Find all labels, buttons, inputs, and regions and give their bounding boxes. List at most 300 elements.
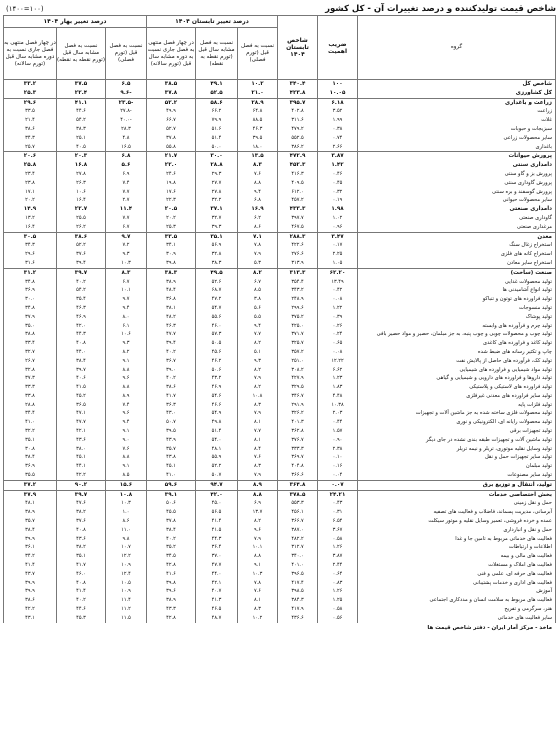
table-row	[3, 125, 555, 134]
row-index: ۴۰۴.۸	[278, 462, 318, 471]
row-summer-quarterly: ۸.۲	[238, 383, 278, 392]
row-spring-quarterly: ۷.۴	[105, 179, 146, 188]
row-weight: ۰.۴۴	[318, 418, 358, 427]
row-summer-quarterly: ۸.۲	[238, 517, 278, 526]
row-spring-point: ۴۴.۰	[56, 348, 105, 357]
row-spring-annual: ۲۱.۴	[3, 116, 56, 125]
row-weight: ۶۲.۲۰	[318, 268, 358, 277]
row-weight: ۰.۴۶	[318, 170, 358, 179]
row-summer-point: ۳۲.۷	[196, 214, 238, 223]
row-group-name: زراعت	[358, 107, 556, 116]
row-spring-quarterly: ۱۰.۱	[105, 286, 146, 295]
row-index: ۳۴۰.۰	[278, 552, 318, 561]
row-spring-point: ۴۱.۴	[56, 587, 105, 596]
row-spring-annual: ۳۲.۲	[3, 427, 56, 436]
row-summer-point: ۶۶.۲	[196, 107, 238, 116]
row-spring-annual: ۳۲.۷	[3, 348, 56, 357]
row-summer-quarterly: ۷.۸	[238, 241, 278, 250]
row-summer-quarterly: ۷.۶	[238, 587, 278, 596]
row-spring-point: ۲۷.۸	[56, 170, 105, 179]
table-row	[3, 232, 555, 241]
row-spring-quarterly: ۶.۵	[105, 80, 146, 89]
row-group-name: تولید داروها و فراورده های دارویی و شیمیایی و گیاهی	[358, 374, 556, 383]
row-spring-quarterly: ۹.۴	[105, 304, 146, 313]
row-spring-point: ۱۶.۴	[56, 196, 105, 205]
row-summer-point: ۵۲.۶	[196, 278, 238, 287]
table-row	[3, 330, 555, 339]
row-summer-point: ۵۴.۰	[196, 436, 238, 445]
table-row	[3, 543, 555, 552]
col-header-summer-change: درصد تغییر تابستان ۱۴۰۴	[146, 16, 277, 28]
row-summer-annual: ۴۳.۳	[146, 605, 195, 614]
row-summer-annual: ۳۹.۵	[146, 427, 195, 436]
row-weight: ۰.۶۴	[318, 570, 358, 579]
row-summer-annual: ۴۰.۲	[146, 374, 195, 383]
row-spring-annual: ۳۵.۵	[3, 471, 56, 480]
row-index: ۳۹۷.۷	[278, 214, 318, 223]
row-summer-annual: ۳۸.۳	[146, 268, 195, 277]
row-summer-quarterly: ۶.۸	[238, 196, 278, 205]
table-body	[3, 80, 555, 623]
row-index: ۶۱۲.۰	[278, 188, 318, 197]
table-row	[3, 471, 555, 480]
row-summer-point: ۳۲.۲	[196, 196, 238, 205]
row-spring-quarterly: ۱۱.۵	[105, 614, 146, 623]
row-summer-quarterly: ۸۸.۵	[238, 116, 278, 125]
table-row	[3, 80, 555, 89]
row-weight: ۶.۶۲	[318, 366, 358, 375]
ppi-table	[3, 15, 556, 623]
row-weight: ۰.۶۵	[318, 339, 358, 348]
row-summer-annual: ۳۸.۶	[146, 383, 195, 392]
row-spring-annual: ۱۷.۱	[3, 188, 56, 197]
row-summer-quarterly: ۸.۵	[238, 286, 278, 295]
row-weight: ۰.۵۸	[318, 535, 358, 544]
row-spring-annual: ۳۸.۹	[3, 508, 56, 517]
row-summer-annual: ۴۸.۴	[146, 286, 195, 295]
table-row	[3, 480, 555, 490]
row-summer-annual: ۵۰.۶	[146, 499, 195, 508]
row-weight: ۱.۴۲	[318, 161, 358, 170]
row-weight: ۱۰.۳۸	[318, 401, 358, 410]
row-index: ۳۷۸.۵	[278, 490, 318, 499]
row-spring-quarterly: ۲.۷	[105, 196, 146, 205]
table-row	[3, 143, 555, 152]
table-row	[3, 374, 555, 383]
row-spring-quarterly: ۷.۷	[105, 214, 146, 223]
table-row	[3, 116, 555, 125]
row-summer-annual: ۴۳.۹	[146, 436, 195, 445]
row-summer-quarterly: ۳۹.۵	[238, 134, 278, 143]
base-year-note: (۱۴۰۰=۱۰۰)	[6, 5, 44, 13]
row-spring-point: ۴۱.۱	[56, 98, 105, 107]
row-index: ۴۱۶.۳	[278, 170, 318, 179]
row-summer-quarterly: ۱۸.۰	[238, 143, 278, 152]
row-summer-point: ۴۰.۷	[196, 587, 238, 596]
row-summer-annual: ۴۹.۹	[146, 107, 195, 116]
row-summer-quarterly: ۱۶.۹	[238, 205, 278, 214]
row-weight: ۰.۳۲	[318, 188, 358, 197]
row-spring-annual: ۲۵.۷	[3, 143, 56, 152]
row-index: ۳۶۶.۶	[278, 471, 318, 480]
row-summer-point: ۴۶.۲	[196, 357, 238, 366]
table-row	[3, 614, 555, 623]
row-summer-annual: ۳۵.۲	[146, 543, 195, 552]
row-weight: ۱.۰۵	[318, 259, 358, 268]
row-spring-point: ۴۷.۶	[56, 499, 105, 508]
row-weight: ۱.۲۲	[318, 304, 358, 313]
row-weight: ۰.۰۷	[318, 480, 358, 490]
row-weight: ۶.۵۴	[318, 517, 358, 526]
row-spring-point: ۹۰.۲	[56, 480, 105, 490]
row-spring-quarterly: ۱۶.۵	[105, 143, 146, 152]
row-summer-quarterly: ۷.۸	[238, 579, 278, 588]
row-spring-point: ۳۹.۷	[56, 490, 105, 499]
row-spring-quarterly: ۱۰.۹	[105, 587, 146, 596]
row-weight: ۰.۳۸	[318, 125, 358, 134]
row-summer-annual: ۴۳.۸	[146, 453, 195, 462]
row-summer-quarterly: ۱۰.۳	[238, 570, 278, 579]
row-group-name: تولید کک، فرآورده های حاصل از پالایش نفت	[358, 357, 556, 366]
row-summer-quarterly: ۸.۸	[238, 179, 278, 188]
row-spring-point: ۵۲.۲	[56, 241, 105, 250]
row-index: ۳۹۸.۵	[278, 587, 318, 596]
row-summer-point: ۴۱.۳	[196, 596, 238, 605]
row-weight: ۳.۵۲	[318, 107, 358, 116]
row-spring-quarterly: -۲۷.۸	[105, 107, 146, 116]
row-summer-point: ۹۴.۷	[196, 480, 238, 490]
row-group-name: پرورش بز و گاو سنتی	[358, 170, 556, 179]
row-summer-quarterly: ۸.۳	[238, 401, 278, 410]
row-spring-annual: ۳۹.۹	[3, 579, 56, 588]
row-index: ۴۵۶.۱	[278, 508, 318, 517]
row-spring-quarterly: ۸.۸	[105, 383, 146, 392]
row-weight: ۰.۵۸	[318, 605, 358, 614]
table-row	[3, 107, 555, 116]
row-spring-annual: ۳۵.۰	[3, 322, 56, 331]
row-summer-annual: ۴۸.۲	[146, 313, 195, 322]
row-summer-annual: ۳۸.۵	[146, 80, 195, 89]
row-weight: ۳.۸۷	[318, 552, 358, 561]
row-summer-point: ۴۵.۶	[196, 348, 238, 357]
row-spring-point: ۴۰.۲	[56, 596, 105, 605]
row-spring-quarterly: ۸.۹	[105, 392, 146, 401]
table-row	[3, 453, 555, 462]
row-weight: ۱۲.۲۲	[318, 357, 358, 366]
row-index: ۳۶۶.۷	[278, 517, 318, 526]
row-summer-annual: ۳۷.۸	[146, 89, 195, 98]
row-spring-point: ۴۲.۲	[56, 471, 105, 480]
row-summer-point: ۳۸.۳	[196, 259, 238, 268]
row-summer-point: ۵۰.۷	[196, 471, 238, 480]
row-summer-annual: ۳۷.۸	[146, 134, 195, 143]
table-row	[3, 587, 555, 596]
row-index: ۳۵۴.۴	[278, 278, 318, 287]
row-weight: ۲.۰۳	[318, 409, 358, 418]
row-index: ۴۰۹.۵	[278, 179, 318, 188]
row-group-name: تولید فلزات پایه	[358, 401, 556, 410]
row-group-name: آبرسانی، مدیریت پسماند، فاضلاب و فعالیت های تصفیه	[358, 508, 556, 517]
col-header-spring-change: درصد تغییر بهار ۱۴۰۴	[3, 16, 146, 28]
row-group-name: سایر محصولات حیوانی	[358, 196, 556, 205]
row-summer-quarterly: ۸.۳	[238, 462, 278, 471]
row-summer-point: ۵۶.۵	[196, 508, 238, 517]
row-spring-quarterly: ۹.۴	[105, 418, 146, 427]
row-weight: ۳.۴۷	[318, 232, 358, 241]
row-summer-point: ۴۴.۰	[196, 570, 238, 579]
row-summer-point: ۵۱.۴	[196, 134, 238, 143]
table-row	[3, 241, 555, 250]
row-summer-annual: ۳۹.۱	[146, 490, 195, 499]
table-row	[3, 517, 555, 526]
row-spring-point: ۴۷.۷	[56, 418, 105, 427]
row-summer-point: ۳۷.۱	[196, 205, 238, 214]
row-summer-annual: ۳۸.۱	[146, 304, 195, 313]
row-weight: ۲.۳۸	[318, 445, 358, 454]
row-weight: ۰.۹۶	[318, 223, 358, 232]
row-summer-annual: ۳۹.۸	[146, 579, 195, 588]
row-summer-quarterly: ۲۸.۹	[238, 98, 278, 107]
row-summer-annual: ۳۸.۹	[146, 596, 195, 605]
row-weight: ۱.۲۶	[318, 543, 358, 552]
row-spring-annual: ۱۳.۲	[3, 214, 56, 223]
row-spring-annual: ۳۸.۸	[3, 330, 56, 339]
row-summer-point: ۴۵.۰	[196, 499, 238, 508]
row-spring-quarterly: ۶.۷	[105, 278, 146, 287]
row-weight: ۰.۲۴	[318, 330, 358, 339]
row-index: ۴۰۱.۰	[278, 561, 318, 570]
row-summer-point: ۴۲.۱	[196, 579, 238, 588]
row-summer-point: ۴۶.۹	[196, 383, 238, 392]
row-spring-point: ۴۱.۷	[56, 561, 105, 570]
row-group-name: فعالیت های املاک و مستغلات	[358, 561, 556, 570]
table-row	[3, 499, 555, 508]
row-index: ۳۷۵.۲	[278, 313, 318, 322]
row-group-name: تولید سایر تجهیزات حمل و نقل	[358, 453, 556, 462]
row-summer-quarterly: ۷.۹	[238, 409, 278, 418]
row-spring-annual: ۴۳.۷	[3, 570, 56, 579]
row-spring-quarterly: ۸.۰	[105, 313, 146, 322]
row-summer-quarterly: ۹.۳	[238, 357, 278, 366]
row-summer-point: ۴۱.۵	[196, 526, 238, 535]
row-weight: ۳.۸۷	[318, 152, 358, 161]
row-summer-annual: ۲۵.۳	[146, 223, 195, 232]
table-row	[3, 188, 555, 197]
row-spring-quarterly: ۱۱.۰	[105, 526, 146, 535]
row-spring-point: ۲۵.۵	[56, 214, 105, 223]
row-summer-quarterly: ۸.۶	[238, 223, 278, 232]
row-index: ۳۴۶.۷	[278, 392, 318, 401]
row-summer-point: ۵۴.۶	[196, 392, 238, 401]
table-row	[3, 552, 555, 561]
row-summer-annual: ۶۶.۷	[146, 116, 195, 125]
row-index: ۳۱۳.۹	[278, 259, 318, 268]
row-spring-annual: ۲۶.۷	[3, 357, 56, 366]
row-spring-quarterly: ۸.۶	[105, 517, 146, 526]
row-summer-annual: ۳۹.۶	[146, 587, 195, 596]
table-row	[3, 409, 555, 418]
row-spring-point: ۳۸.۴	[56, 357, 105, 366]
table-row	[3, 196, 555, 205]
row-spring-point: ۲۶.۲	[56, 223, 105, 232]
row-summer-annual: ۴۳.۰	[146, 409, 195, 418]
row-spring-point: ۵۴.۲	[56, 286, 105, 295]
row-spring-annual: ۳۸.۶	[3, 125, 56, 134]
row-spring-quarterly: ۱۰.۶	[105, 330, 146, 339]
col-header-summer-quarterly: نسبت به فصل قبل (تورم فصلی)	[238, 28, 278, 80]
row-group-name: فعالیت های خدماتی مربوط به تامین جا و غذا	[358, 535, 556, 544]
row-spring-point: ۴۳.۶	[56, 535, 105, 544]
row-group-name: تولید سایر مصنوعات	[358, 471, 556, 480]
row-spring-point: ۴۳.۶	[56, 436, 105, 445]
row-index: ۳۲۹.۵	[278, 383, 318, 392]
row-spring-annual: ۴۱.۰	[3, 418, 56, 427]
row-group-name: تولید محصولات رایانه ای، الکترونیکی و نوری	[358, 418, 556, 427]
row-spring-quarterly: ۱۱.۴	[105, 596, 146, 605]
row-spring-quarterly: ۸.۸	[105, 453, 146, 462]
row-summer-annual: ۴۲.۸	[146, 561, 195, 570]
row-weight: ۲۴.۲۱	[318, 490, 358, 499]
row-spring-annual: ۳۶.۹	[3, 462, 56, 471]
table-row	[3, 490, 555, 499]
row-spring-quarterly: ۶.۱	[105, 322, 146, 331]
row-spring-quarterly: ۸.۵	[105, 471, 146, 480]
row-summer-annual: ۳۳.۵	[146, 232, 195, 241]
row-spring-annual: ۲۰.۶	[3, 152, 56, 161]
row-spring-annual: ۳۶.۹	[3, 286, 56, 295]
col-header-weight: ضریب اهمیت	[318, 16, 358, 80]
row-weight: ۰.۳۹	[318, 313, 358, 322]
row-weight: ۲.۴۴	[318, 561, 358, 570]
row-spring-annual: ۲۰.۲	[3, 196, 56, 205]
row-spring-point: ۴۵.۱	[56, 453, 105, 462]
row-spring-quarterly: ۹.۷	[105, 295, 146, 304]
row-spring-quarterly: ۱۰.۹	[105, 561, 146, 570]
row-group-name: تولید وسایل نقلیه موتوری، تریلر و نیمه تریلر	[358, 445, 556, 454]
row-index: ۳۸۴.۳	[278, 596, 318, 605]
table-row	[3, 295, 555, 304]
row-weight: ۰.۴۵	[318, 179, 358, 188]
table-row	[3, 508, 555, 517]
row-summer-annual: ۴۰.۲	[146, 348, 195, 357]
row-summer-point: ۵۰.۶	[196, 366, 238, 375]
row-index: ۴۳۳.۳	[278, 205, 318, 214]
row-spring-point: ۴۰.۶	[56, 374, 105, 383]
row-spring-quarterly: ۴.۸	[105, 134, 146, 143]
row-spring-quarterly: ۱۰.۵	[105, 579, 146, 588]
row-spring-quarterly: ۹.۱	[105, 462, 146, 471]
row-summer-point: ۳۹.۳	[196, 223, 238, 232]
row-summer-quarterly: ۸.۱	[238, 418, 278, 427]
row-weight: ۰.۴۲	[318, 286, 358, 295]
row-spring-quarterly: ۱۱.۴	[105, 205, 146, 214]
row-index: ۲۸۸.۳	[278, 232, 318, 241]
row-weight: ۴.۴۸	[318, 392, 358, 401]
row-spring-quarterly: ۹.۸	[105, 535, 146, 544]
row-spring-quarterly: ۸.۸	[105, 366, 146, 375]
row-spring-quarterly: ۶.۹	[105, 170, 146, 179]
row-spring-annual: ۳۰.۵	[3, 232, 56, 241]
row-summer-quarterly: ۸.۲	[238, 268, 278, 277]
col-header-index: شاخص تابستان ۱۴۰۴	[278, 16, 318, 80]
row-summer-point: ۵۵.۶	[196, 313, 238, 322]
row-weight: ۰.۴۳	[318, 499, 358, 508]
row-weight: ۱۳.۴۹	[318, 278, 358, 287]
row-summer-annual: ۳۶.۳	[146, 401, 195, 410]
row-index: ۴۵۷.۲	[278, 196, 318, 205]
row-weight: ۰.۰۸	[318, 348, 358, 357]
table-row	[3, 526, 555, 535]
row-index: ۳۲۶.۲	[278, 409, 318, 418]
row-summer-quarterly: ۲۱.۰	[238, 89, 278, 98]
row-index: ۴۸۲.۲	[278, 535, 318, 544]
row-summer-annual: ۳۹.۸	[146, 259, 195, 268]
row-summer-point: ۵۲.۲	[196, 462, 238, 471]
row-summer-annual: ۲۰.۵	[146, 205, 195, 214]
row-spring-quarterly: ۶.۷	[105, 223, 146, 232]
row-spring-point: ۴۶.۹	[56, 313, 105, 322]
row-group-name: فعالیت های مالی و بیمه	[358, 552, 556, 561]
row-summer-annual: ۳۰.۹	[146, 250, 195, 259]
row-group-name: تولید چرم و فرآورده های وابسته	[358, 322, 556, 331]
row-index: ۲۵۱.۰	[278, 357, 318, 366]
row-summer-quarterly: ۶.۲	[238, 214, 278, 223]
row-group-name: تولید، انتقال و توزیع برق	[358, 480, 556, 490]
row-spring-point: ۳۸.۲	[56, 508, 105, 517]
row-weight: ۰.۵۶	[318, 614, 358, 623]
row-spring-point: ۳۶.۵	[56, 401, 105, 410]
row-summer-quarterly: ۱۰.۲	[238, 614, 278, 623]
row-spring-quarterly: ۱۰.۷	[105, 543, 146, 552]
col-header-spring-point: نسبت به فصل مشابه سال قبل (تورم نقطه به نقطه)	[56, 28, 105, 80]
table-row	[3, 401, 555, 410]
row-group-name: تولید محصولات غذایی	[358, 278, 556, 287]
col-header-spring-quarterly: نسبت به فصل قبل (تورم فصلی)	[105, 28, 146, 80]
row-index: ۴۱۷.۹	[278, 605, 318, 614]
row-spring-annual: ۳۹.۹	[3, 587, 56, 596]
row-spring-annual: ۲۹.۶	[3, 98, 56, 107]
row-spring-point: ۴۲.۰	[56, 322, 105, 331]
row-group-name: تولید محصولات فلزی ساخته شده به جز ماشین آلات و تجهیزات	[358, 409, 556, 418]
row-spring-annual: ۳۴.۲	[3, 552, 56, 561]
row-summer-quarterly: ۷.۷	[238, 330, 278, 339]
row-summer-point: ۴۸.۷	[196, 614, 238, 623]
row-group-name: آموزش	[358, 587, 556, 596]
row-group-name: فعالیت های اداری و خدمات پشتیبانی	[358, 579, 556, 588]
row-summer-quarterly: ۶۴.۸	[238, 107, 278, 116]
table-row	[3, 205, 555, 214]
row-spring-point: ۱۶.۸	[56, 161, 105, 170]
row-index: ۵۵۳.۳	[278, 499, 318, 508]
row-summer-quarterly: ۶.۷	[238, 278, 278, 287]
row-spring-quarterly: ۶.۸	[105, 152, 146, 161]
row-index: ۴۲۳.۸	[278, 89, 318, 98]
row-spring-point: ۲۰.۳	[56, 152, 105, 161]
row-index: ۳۴۰.۴	[278, 80, 318, 89]
row-summer-annual: ۳۵.۷	[146, 445, 195, 454]
row-weight: ۱.۲۵	[318, 596, 358, 605]
row-spring-point: ۲۲.۴	[56, 89, 105, 98]
row-spring-annual: ۳۳.۳	[3, 383, 56, 392]
row-group-name: معدن	[358, 232, 556, 241]
table-row	[3, 304, 555, 313]
row-weight: ۱.۰۲	[318, 214, 358, 223]
row-summer-quarterly: ۸.۸	[238, 490, 278, 499]
table-row	[3, 170, 555, 179]
row-group-name: حمل و نقل و انبارداری	[358, 526, 556, 535]
row-index: ۳۹۵.۷	[278, 98, 318, 107]
col-header-summer-point: نسبت به فصل مشابه سال قبل (تورم نقطه به نقطه)	[196, 28, 238, 80]
